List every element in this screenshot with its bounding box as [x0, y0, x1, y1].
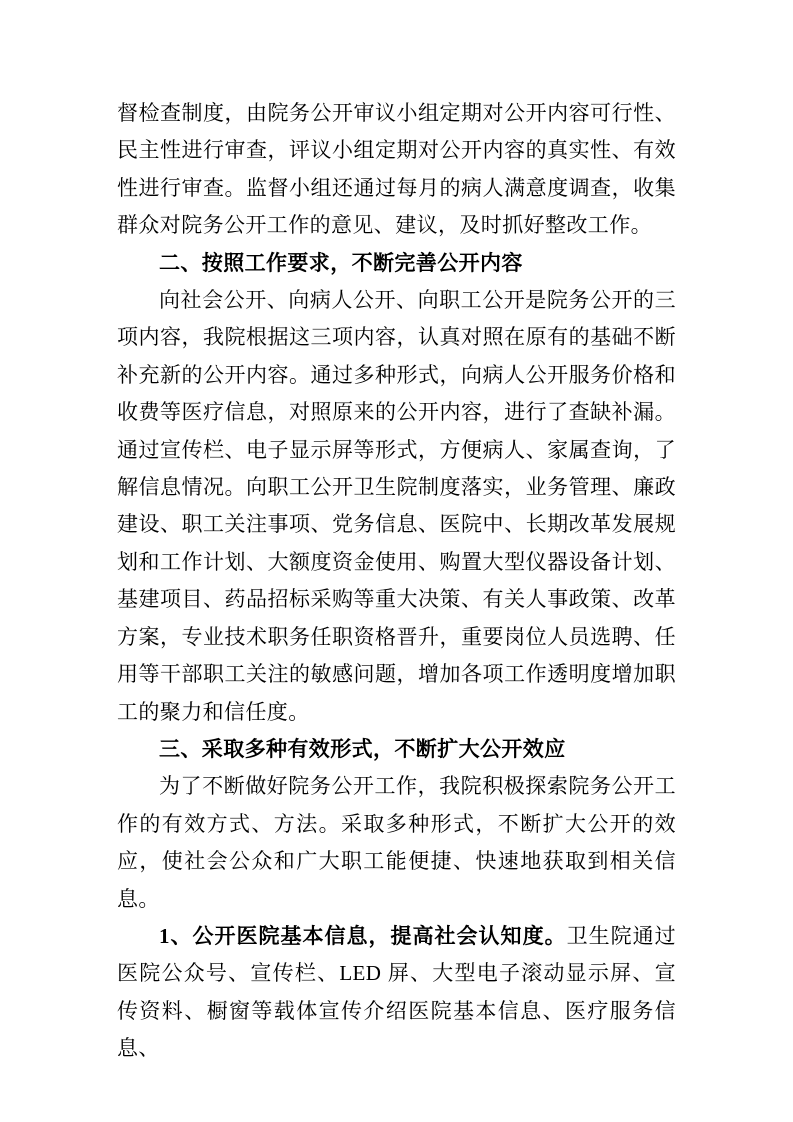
- body-paragraph-continuation: 督检查制度，由院务公开审议小组定期对公开内容可行性、民主性进行审查，评议小组定期对公开内容的真实性、有效性进行审查。监督小组还通过每月的病人满意度调查，收集群众对院务公开工作的意见、建议，及时抓好整改工作。: [117, 101, 676, 238]
- body-paragraph-section-3: 为了不断做好院务公开工作，我院积极探索院务公开工作的有效方式、方法。采取多种形式，不断扩大公开的效应，使社会公众和广大职工能便捷、快速地获取到相关信息。: [117, 774, 676, 911]
- paragraph-bold-lead: 1、公开医院基本信息，提高社会认知度。: [159, 923, 567, 948]
- body-paragraph-section-2: 向社会公开、向病人公开、向职工公开是院务公开的三项内容，我院根据这三项内容，认真对照在原有的基础不断补充新的公开内容。通过多种形式，向病人公开服务价格和收费等医疗信息，对照原来的公开内容，进行了查缺补漏。通过宣传栏、电子显示屏等形式，方便病人、家属查询，了解信息情况。向职工公开卫生院制度落实，业务管理、廉政建设、职工关注事项、党务信息、医院中、长期改革发展规划和工作计划、大额度资金使用、购置大型仪器设备计划、基建项目、药品招标采购等重大决策、有关人事政策、改革方案，专业技术职务任职资格晋升，重要岗位人员选聘、任用等干部职工关注的敏感问题，增加各项工作透明度增加职工的聚力和信任度。: [117, 288, 676, 724]
- body-paragraph-item-1: [117, 918, 676, 1068]
- section-heading-2: 二、按照工作要求，不断完善公开内容: [159, 251, 523, 275]
- section-heading-3: 三、采取多种有效形式，不断扩大公开效应: [159, 737, 566, 761]
- paragraph-lead-continuation-text: 卫生院通过医院公众号、宣传栏、LED 屏、大型电子滚动显示屏、宣传资料、橱窗等载体宣传介绍医院基本信息、医疗服务信息、: [117, 923, 676, 1061]
